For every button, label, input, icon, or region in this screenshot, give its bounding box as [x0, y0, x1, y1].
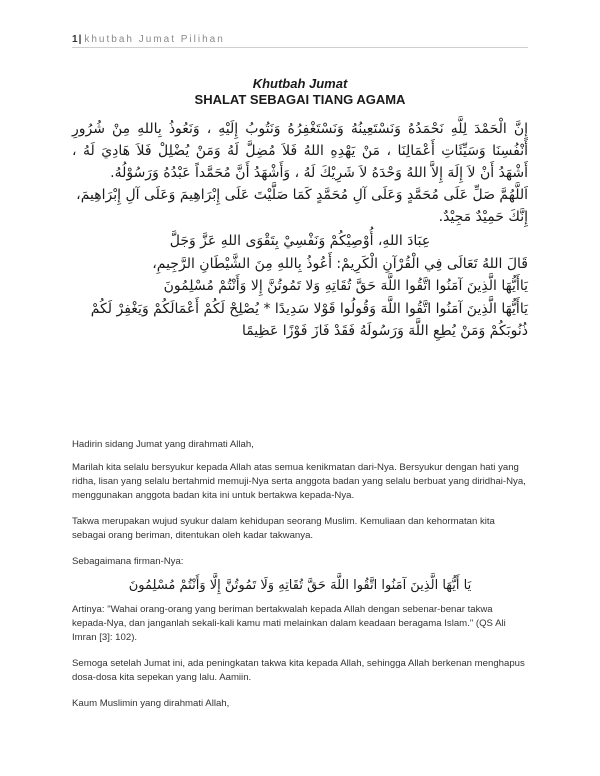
arabic-qala-allah: قَالَ اللهُ تَعَالَى فِي الْقُرْآنِ الْكَرِيمْ: أَعُوذُ بِاللهِ مِنَ الشَّيْطَانِ الرَّجِيمِ،	[152, 256, 528, 272]
paragraph-closing-greeting: Kaum Muslimin yang dirahmati Allah,	[72, 698, 230, 709]
paragraph-hope: Semoga setelah Jumat ini, ada peningkatan takwa kita kepada Allah, sehingga Allah berkenan menghapus dosa-dosa kita sepekan yang lalu. Aamiin.	[72, 658, 525, 683]
header-title: khutbah Jumat Pilihan	[84, 34, 225, 45]
header-divider	[72, 47, 528, 48]
page-number: 1	[72, 34, 78, 45]
arabic-wasiyat: عِبَادَ اللهِ، أُوْصِيْكُمْ وَنَفْسِيْ بِتَقْوَى اللهِ عَزَّ وَجَلَّ	[169, 233, 431, 249]
arabic-salawat: اَللَّهُمَّ صَلِّ عَلَى مُحَمَّدٍ وَعَلَى آلِ مُحَمَّدٍ كَمَا صَلَّيْتَ عَلَى إِبْرَاهِيمَ وَعَلَى آلِ إِبْرَاهِيمَ، إِنَّكَ حَمِيْدٌ مَجِيْدٌ.	[76, 187, 528, 225]
header-separator: |	[78, 34, 82, 45]
title-line-1: Khutbah Jumat	[252, 76, 348, 91]
arabic-verse-1: يَاأَيُّهَا الَّذِينَ آمَنُوا اتَّقُوا اللَّهَ حَقَّ تُقَاتِهِ وَلا تَمُوتُنَّ إِلا وَأَنْتُمْ مُسْلِمُونَ	[163, 278, 528, 294]
paragraph-greeting: Hadirin sidang Jumat yang dirahmati Allah,	[72, 439, 254, 450]
paragraph-gratitude: Marilah kita selalu bersyukur kepada Allah atas semua kenikmatan dari-Nya. Bersyukur dengan hati yang ridha, lisan yang selalu bertahmid memuji-Nya serta anggota badan yang selalu berbuat yang diridhai-Nya, menggunakan anggota badan kita ini untuk bertakwa kepada-Nya.	[72, 462, 526, 501]
title-line-2: SHALAT SEBAGAI TIANG AGAMA	[194, 92, 406, 107]
arabic-opening-paragraph: إِنَّ الْحَمْدَ لِلَّهِ نَحْمَدُهُ وَنَسْتَعِينُهُ وَنَسْتَغْفِرُهُ وَنَتُوبُ إِلَيْهِ ، وَنَعُوذُ بِاللهِ مِنْ شُرُورِ أَنْفُسِنَا وَسَيِّئَاتِ أَعْمَالِنَا ، مَنْ يَهْدِهِ اللهُ فَلاَ مُضِلَّ لَهُ وَمَنْ يُضْلِلْ فَلاَ هَادِيَ لَهُ ، أَشْهَدُ أَنْ لاَ إِلَهَ إِلاَّ اللهُ وَحْدَهُ لاَ شَرِيْكَ لَهُ ، وَأَشْهَدُ أَنَّ مُحَمَّداً عَبْدُهُ وَرَسُوْلُهُ.	[72, 121, 528, 181]
arabic-verse-2: يَاأَيُّهَا الَّذِينَ آمَنُوا اتَّقُوا اللَّهَ وَقُولُوا قَوْلا سَدِيدًا * يُصْلِحْ لَكُمْ أَعْمَالَكُمْ وَيَغْفِرْ لَكُمْ ذُنُوبَكُمْ وَمَنْ يُطِعِ اللَّهَ وَرَسُولَهُ فَقَدْ فَازَ فَوْزًا عَظِيمًا	[90, 301, 528, 339]
paragraph-firman-intro: Sebagaimana firman-Nya:	[72, 556, 184, 567]
paragraph-takwa: Takwa merupakan wujud syukur dalam kehidupan seorang Muslim. Kemuliaan dan kehormatan kita sebagai orang beriman, ditentukan oleh kadar takwanya.	[72, 516, 495, 541]
document-title	[72, 76, 528, 108]
quran-verse-arabic: يَا أَيُّهَا الَّذِينَ آمَنُوا اتَّقُوا اللَّهَ حَقَّ تُقَاتِهِ وَلَا تَمُوتُنَّ إِلَّا وَأَنْتُمْ مُسْلِمُونَ	[128, 578, 472, 593]
page-header	[72, 34, 225, 45]
paragraph-translation: Artinya: "Wahai orang-orang yang beriman bertakwalah kepada Allah dengan sebenar-benar takwa kepada-Nya, dan janganlah sekali-kali kamu mati melainkan dalam keadaan beragama Islam." (QS Ali Imran [3]: 102).	[72, 604, 506, 643]
